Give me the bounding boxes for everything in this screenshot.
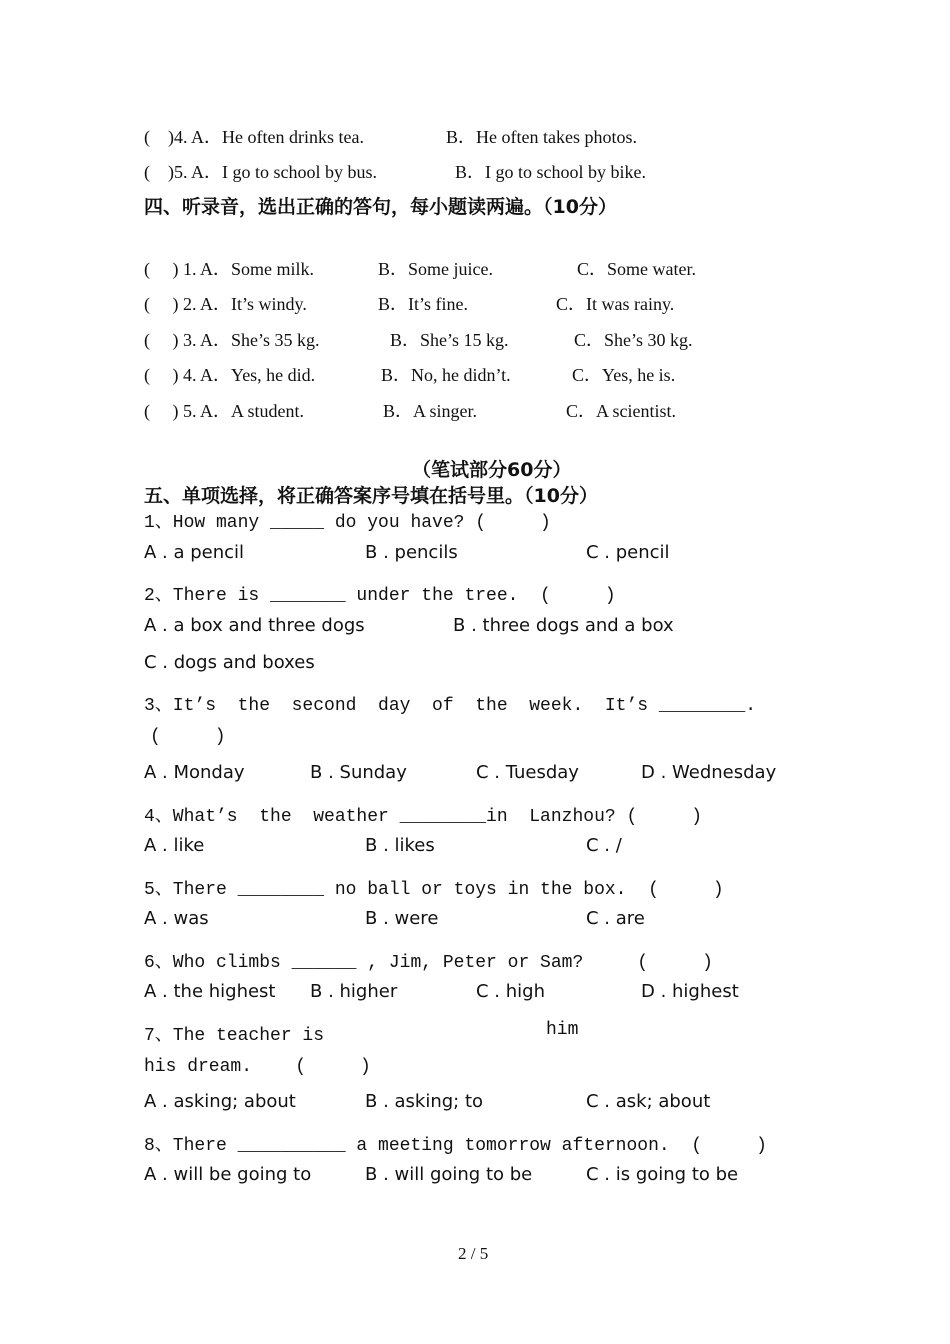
answer-item-1-option-c: C．Some water. xyxy=(577,259,696,279)
answer-item-3-option-c: C．She’s 30 kg. xyxy=(574,330,693,350)
answer-item-4-option-b: B．No, he didn’t. xyxy=(381,365,511,385)
question-2-option-c: C . dogs and boxes xyxy=(144,652,315,673)
question-3-option-b: B . Sunday xyxy=(310,762,407,783)
question-7-part-2: him xyxy=(546,1020,579,1040)
question-3-option-d: D . Wednesday xyxy=(641,762,777,783)
question-2-option-b: B . three dogs and a box xyxy=(453,615,674,636)
question-6-option-d: D . highest xyxy=(641,981,739,1002)
listening-item-5-prompt: ( )5. A．I go to school by bus. xyxy=(144,162,377,182)
question-7-option-b: B . asking; to xyxy=(365,1091,484,1112)
question-7-option-c: C . ask; about xyxy=(586,1091,711,1112)
question-1-option-c: C . pencil xyxy=(586,542,670,563)
question-7-option-a: A . asking; about xyxy=(144,1091,296,1112)
answer-item-2-question: ( ) 2. A．It’s windy. xyxy=(144,294,307,314)
answer-item-1-question: ( ) 1. A．Some milk. xyxy=(144,259,314,279)
answer-item-1-option-b: B．Some juice. xyxy=(378,259,493,279)
answer-item-5-question: ( ) 5. A．A student. xyxy=(144,401,304,421)
listening-item-4-option-b: B．He often takes photos. xyxy=(446,127,637,147)
answer-item-2-option-c: C．It was rainy. xyxy=(556,294,675,314)
question-6-option-c: C . high xyxy=(476,981,545,1002)
question-4-option-b: B . likes xyxy=(365,835,435,856)
question-8-option-c: C . is going to be xyxy=(586,1164,739,1185)
question-1: 1、How many _____ do you have? ( ) xyxy=(144,513,551,533)
question-2: 2、There is _______ under the tree. ( ) xyxy=(144,586,616,606)
question-8-option-a: A . will be going to xyxy=(144,1164,312,1185)
question-6-option-a: A . the highest xyxy=(144,981,276,1002)
listening-item-4-prompt: ( )4. A．He often drinks tea. xyxy=(144,127,364,147)
question-2-option-a: A . a box and three dogs xyxy=(144,615,365,636)
question-7-part-1: 7、The teacher is xyxy=(144,1026,325,1046)
question-1-option-b: B . pencils xyxy=(365,542,458,563)
question-3-answer-bracket: ( ) xyxy=(150,727,226,747)
written-part-title: （笔试部分60分） xyxy=(412,459,572,481)
listening-item-5-option-b: B．I go to school by bike. xyxy=(455,162,646,182)
question-6-option-b: B . higher xyxy=(310,981,398,1002)
answer-item-4-option-c: C．Yes, he is. xyxy=(572,365,676,385)
question-6: 6、Who climbs ______ , Jim, Peter or Sam? ( ) xyxy=(144,953,713,973)
question-4-option-a: A . like xyxy=(144,835,205,856)
question-5-option-b: B . were xyxy=(365,908,439,929)
question-1-option-a: A . a pencil xyxy=(144,542,245,563)
question-3-option-a: A . Monday xyxy=(144,762,245,783)
section-5-heading: 五、单项选择，将正确答案序号填在括号里。（10分） xyxy=(144,485,598,507)
section-4-heading: 四、听录音，选出正确的答句，每小题读两遍。（10分） xyxy=(144,196,617,218)
page-number: 2 / 5 xyxy=(458,1244,489,1263)
question-8: 8、There __________ a meeting tomorrow afternoon. ( ) xyxy=(144,1136,767,1156)
answer-item-2-option-b: B．It’s fine. xyxy=(378,294,468,314)
question-8-option-b: B . will going to be xyxy=(365,1164,533,1185)
question-5: 5、There ________ no ball or toys in the box. ( ) xyxy=(144,880,724,900)
question-4-option-c: C . / xyxy=(586,835,622,856)
question-3-option-c: C . Tuesday xyxy=(476,762,579,783)
answer-item-4-question: ( ) 4. A．Yes, he did. xyxy=(144,365,316,385)
question-7-part-3: his dream. ( ) xyxy=(144,1057,371,1077)
question-4: 4、What’s the weather ________in Lanzhou? ( ) xyxy=(144,807,703,827)
answer-item-5-option-c: C．A scientist. xyxy=(566,401,677,421)
question-3: 3、It’s the second day of the week. It’s ________. xyxy=(144,696,757,716)
question-5-option-c: C . are xyxy=(586,908,645,929)
question-5-option-a: A . was xyxy=(144,908,209,929)
answer-item-3-option-b: B．She’s 15 kg. xyxy=(390,330,509,350)
answer-item-3-question: ( ) 3. A．She’s 35 kg. xyxy=(144,330,320,350)
answer-item-5-option-b: B．A singer. xyxy=(383,401,478,421)
